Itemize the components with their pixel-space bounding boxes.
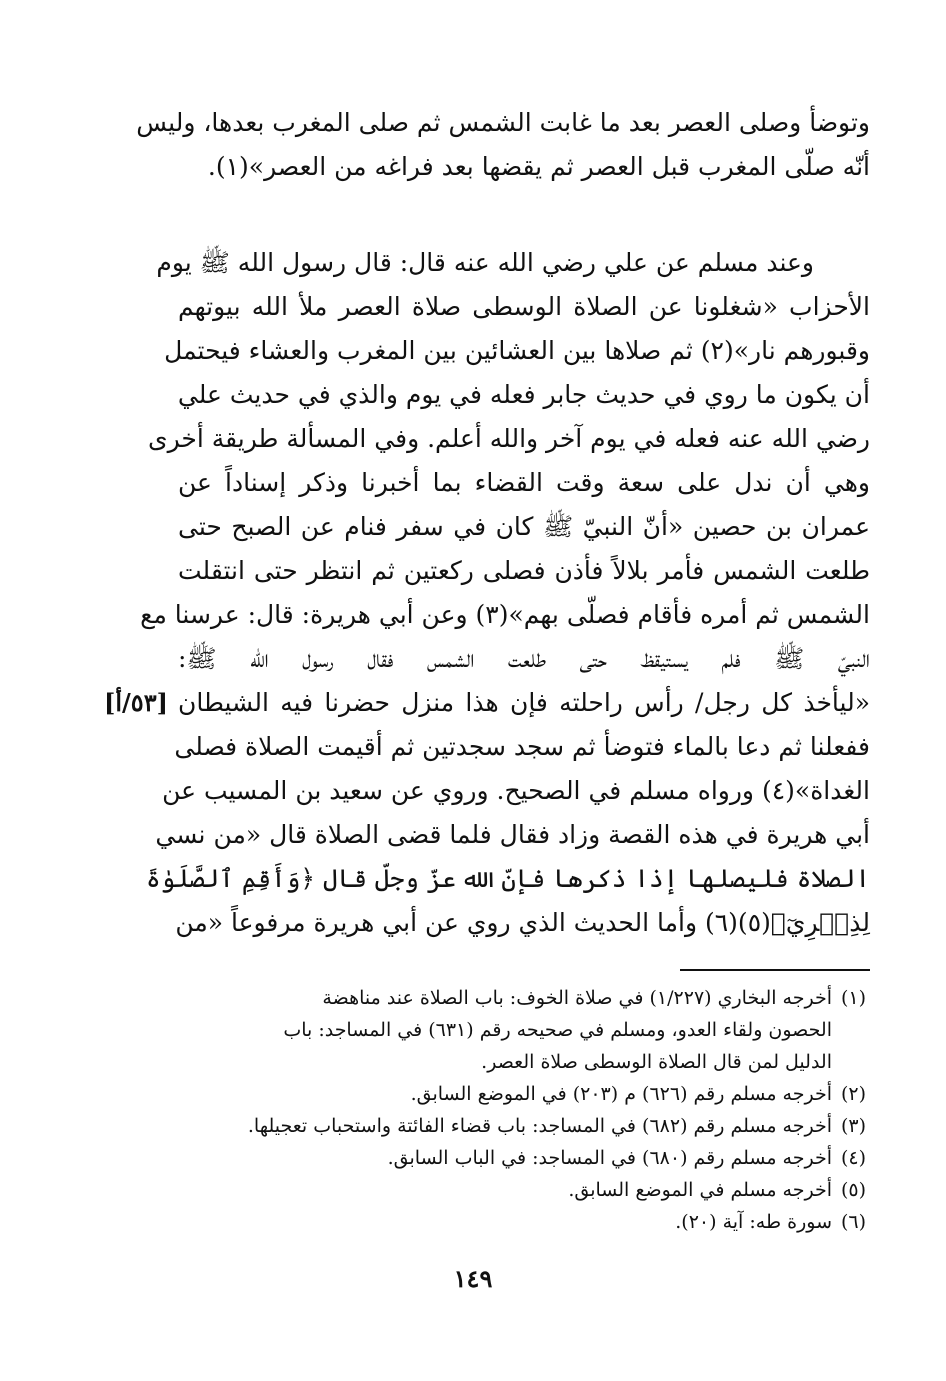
text-line: الغداة»(٤) ورواه مسلم في الصحيح. وروي عن سعيد بن المسيب عن [162, 776, 870, 805]
text-line: أبي هريرة في هذه القصة وزاد فقال فلما قضى الصلاة قال «من نسي [155, 820, 870, 849]
footnote-1 [176, 983, 866, 1013]
footnote-5 [176, 1175, 866, 1205]
text-line: النبيّ ﷺ فلم يستيقظ حتى طلعت الشمس فقال رسول الله ﷺ: [178, 644, 870, 673]
text-line: الشمس ثم أمره فأقام فصلّى بهم»(٣) وعن أبي هريرة: قال: عرسنا مع [140, 600, 870, 629]
footnote-number: (٣) [840, 1115, 866, 1137]
text-line: رضي الله عنه فعله في يوم آخر والله أعلم. وفي المسألة طريقة أخرى [148, 424, 870, 453]
text-line: عمران بن حصين «أنّ النبيّ ﷺ كان في سفر فنام عن الصبح حتى [178, 512, 870, 541]
footnote-1-continued: الدليل لمن قال الصلاة الوسطى صلاة العصر. [481, 1051, 832, 1073]
manuscript-folio-marker: [٥٣/أ] [104, 688, 168, 717]
footnote-number: (٦) [840, 1211, 866, 1233]
footnote-text: أخرجه مسلم رقم (٦٨٢) في المساجد: باب قضاء الفائتة واستحباب تعجيلها. [247, 1115, 832, 1137]
footnote-text: أخرجه مسلم رقم (٦٢٦) م (٢٠٣) في الموضع السابق. [410, 1083, 832, 1105]
footnote-1-continued: الحصون ولقاء العدو، ومسلم في صحيحه رقم (٦٣١) في المساجد: باب [283, 1019, 832, 1041]
text-line: وهي أن ندل على سعة وقت القضاء بما أخبرنا وذكر إسناداً عن [178, 468, 870, 497]
footnote-divider [680, 969, 870, 971]
footnote-text: سورة طه: آية (٢٠). [675, 1211, 832, 1233]
text-line: طلعت الشمس فأمر بلالاً فأذن فصلى ركعتين ثم انتظر حتى انتقلت [178, 556, 870, 585]
footnote-number: (٤) [840, 1147, 866, 1169]
text-line: وعند مسلم عن علي رضي الله عنه قال: قال رسول الله ﷺ يوم [156, 248, 814, 277]
footnotes [176, 983, 866, 1253]
footnote-number: (٢) [840, 1083, 866, 1105]
footnote-4 [176, 1143, 866, 1173]
paragraph-2 [140, 243, 870, 963]
text-line: وقبورهم نار»(٢) ثم صلاها بين العشائين بين المغرب والعشاء فيحتمل [164, 336, 870, 365]
footnote-text: أخرجه البخاري (١/٢٢٧) في صلاة الخوف: باب الصلاة عند مناهضة [322, 987, 832, 1009]
text-line: الأحزاب «شغلونا عن الصلاة الوسطى صلاة العصر ملأ الله بيوتهم [178, 292, 870, 321]
text-line: ففعلنا ثم دعا بالماء فتوضأ ثم سجد سجدتين ثم أقيمت الصلاة فصلى [174, 732, 870, 761]
footnote-text: أخرجه مسلم في الموضع السابق. [568, 1179, 832, 1201]
text-line: «ليأخذ كل رجل/ رأس راحلته فإن هذا منزل حضرنا فيه الشيطان [178, 688, 870, 717]
text-line: لِذِكۡرِيٓ﴾(٥)(٦) وأما الحديث الذي روي عن أبي هريرة مرفوعاً «من [175, 908, 870, 937]
footnote-6 [176, 1207, 866, 1237]
footnote-2 [176, 1079, 866, 1109]
footnote-number: (٥) [840, 1179, 866, 1201]
footnote-number: (١) [840, 987, 866, 1009]
text-line: أنّه صلّى المغرب قبل العصر ثم يقضها بعد فراغه من العصر»(١). [207, 152, 870, 181]
paragraph-1 [136, 103, 870, 193]
page-number: ١٤٩ [453, 1264, 493, 1293]
footnote-text: أخرجه مسلم رقم (٦٨٠) في المساجد: في الباب السابق. [387, 1147, 832, 1169]
text-line: أن يكون ما روي في حديث جابر فعله في يوم والذي في حديث علي [177, 380, 870, 409]
text-line: وتوضأ وصلى العصر بعد ما غابت الشمس ثم صلى المغرب بعدها، وليس [136, 108, 870, 137]
text-line: الصلاة فليصلها إذا ذكرها فإنّ الله عزّ وجلّ قال ﴿وَأَقِمِ ٱلصَّلَوٰةَ [146, 864, 870, 893]
footnote-3 [176, 1111, 866, 1141]
